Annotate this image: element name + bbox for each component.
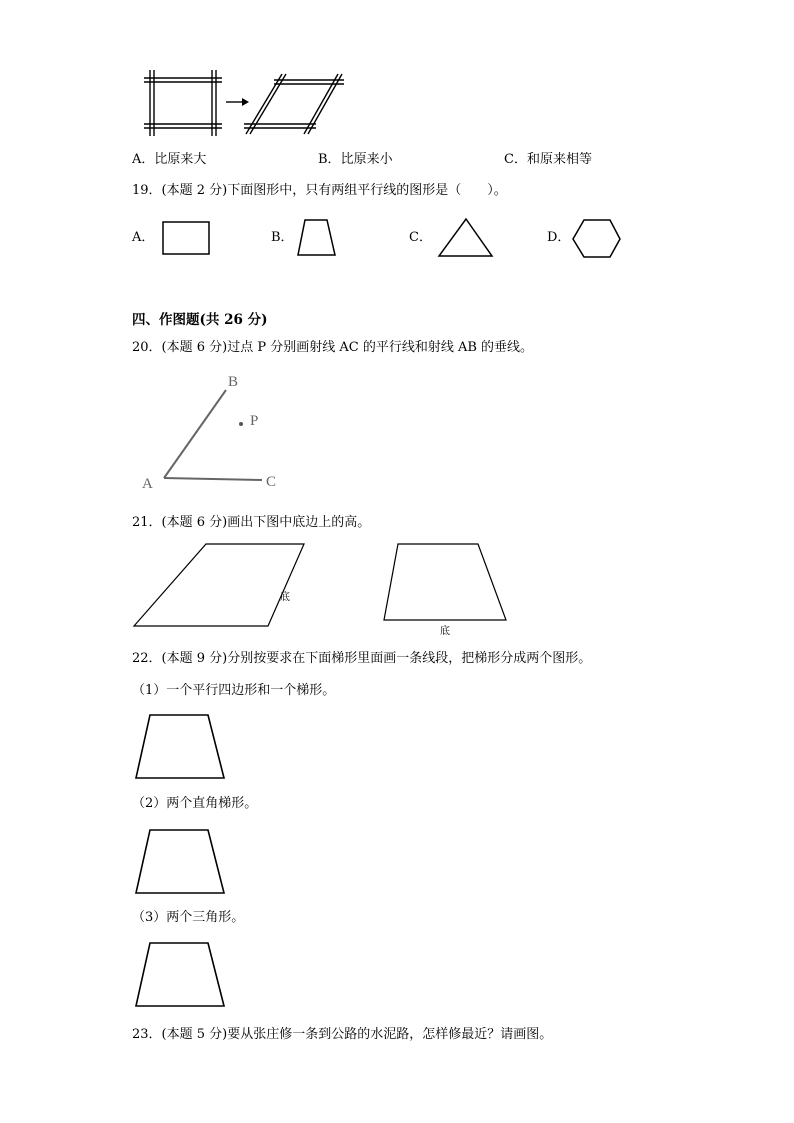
q21-base-label-1: 底 — [280, 592, 290, 603]
q18-option-c[interactable]: C．和原来相等 — [504, 152, 592, 167]
arrow-right-icon — [226, 98, 249, 106]
q21-trapezoid — [382, 542, 508, 638]
ray-ac — [164, 478, 262, 480]
q19-option-c-triangle[interactable] — [438, 218, 494, 258]
q18-frame-figure — [140, 66, 340, 142]
q19-option-a-label[interactable]: A． — [132, 230, 155, 245]
rectangle-frame — [144, 70, 222, 136]
q22-trapezoid-3 — [134, 941, 226, 1009]
q19-option-b-label[interactable]: B． — [271, 230, 294, 245]
q21-parallelogram — [132, 542, 308, 628]
q22-part-1: （1）一个平行四边形和一个梯形。 — [132, 683, 336, 698]
q21-base-label-2: 底 — [440, 626, 450, 637]
q19-question: 19．(本题 2 分)下面图形中，只有两组平行线的图形是（ ）。 — [132, 183, 507, 198]
q23-question: 23．(本题 5 分)要从张庄修一条到公路的水泥路，怎样修最近？请画图。 — [132, 1027, 553, 1042]
q18-option-a[interactable]: A．比原来大 — [132, 152, 207, 167]
label-b: B — [228, 374, 239, 390]
q19-option-b-trapezoid[interactable] — [297, 219, 337, 257]
parallelogram-frame — [244, 74, 344, 134]
point-p — [239, 422, 243, 426]
q22-question: 22．(本题 9 分)分别按要求在下面梯形里面画一条线段，把梯形分成两个图形。 — [132, 651, 592, 666]
q20-angle-figure — [140, 368, 290, 493]
q18-option-b[interactable]: B．比原来小 — [318, 152, 393, 167]
label-c: C — [266, 474, 277, 490]
q21-question: 21．(本题 6 分)画出下图中底边上的高。 — [132, 515, 371, 530]
section-heading: 四、作图题(共 26 分) — [132, 312, 268, 328]
q19-option-a-rectangle[interactable] — [162, 221, 210, 255]
q19-option-c-label[interactable]: C． — [409, 230, 432, 245]
label-p: P — [250, 413, 259, 429]
q22-trapezoid-1 — [134, 713, 226, 781]
label-a: A — [142, 476, 153, 492]
ray-ab — [164, 390, 226, 478]
q20-question: 20．(本题 6 分)过点 P 分别画射线 AC 的平行线和射线 AB 的垂线。 — [132, 340, 534, 355]
q22-part-2: （2）两个直角梯形。 — [132, 796, 258, 811]
q19-option-d-hexagon[interactable] — [572, 219, 622, 259]
q22-trapezoid-2 — [134, 828, 226, 896]
q22-part-3: （3）两个三角形。 — [132, 910, 245, 925]
q19-option-d-label[interactable]: D． — [547, 230, 571, 245]
